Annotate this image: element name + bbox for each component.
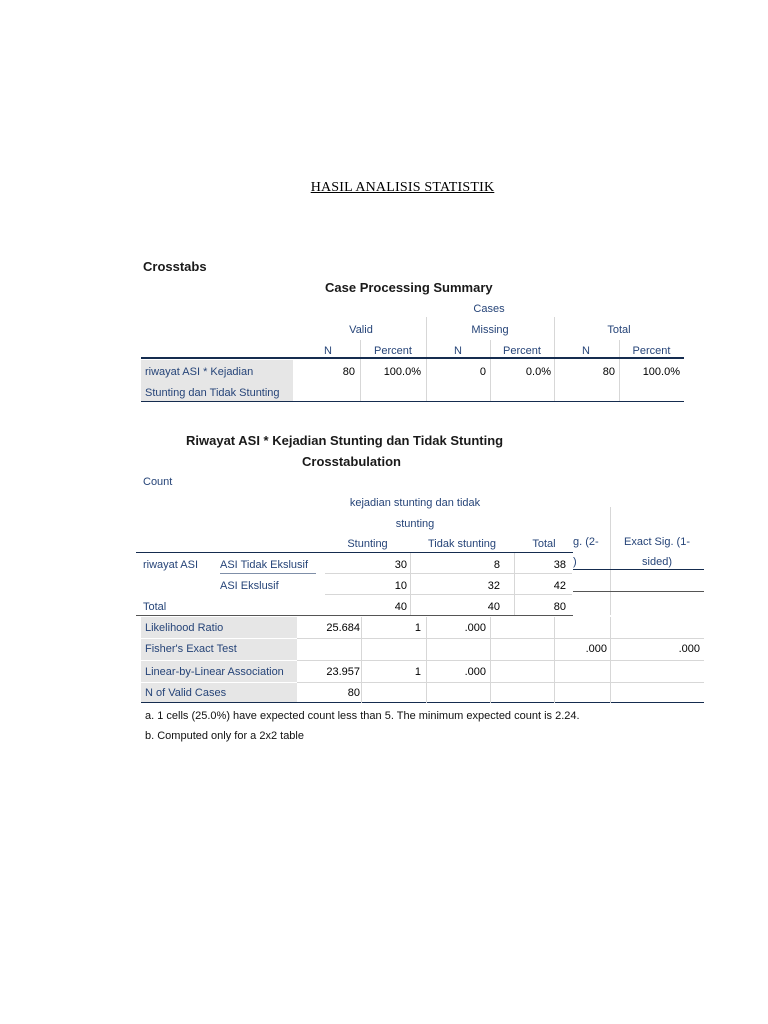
col-group-line2: stunting [395,518,435,530]
cell-value: 80 [553,601,566,613]
divider [426,317,427,402]
total-percent-value: 100.0% [642,366,680,378]
case-processing-title: Case Processing Summary [325,280,493,295]
row-label-line2: Stunting dan Tidak Stunting [145,387,280,399]
row-divider [297,638,704,639]
subheader-valid-n: N [324,345,332,357]
section-title: Crosstabs [143,259,207,274]
header-missing: Missing [471,324,509,336]
divider [141,660,297,661]
col-header-tidak-stunting: Tidak stunting [427,538,497,550]
header-valid: Valid [349,324,373,336]
header-cases: Cases [473,303,505,315]
divider [554,617,555,703]
chi-df: 1 [414,622,421,634]
divider [514,553,515,615]
exact-sig-1-header-line1: Exact Sig. (1- [623,536,691,548]
divider [410,553,411,615]
row-divider [325,594,572,595]
row-divider [573,591,704,592]
chi-row-label: N of Valid Cases [145,687,227,699]
chi-row-label: Fisher's Exact Test [145,643,237,655]
footnote-b: b. Computed only for a 2x2 table [145,730,304,742]
header-rule [573,569,704,570]
subheader-total-n: N [582,345,590,357]
exact-sig-1-header-line2: sided) [642,556,672,568]
missing-n-value: 0 [479,366,486,378]
cell-value: 40 [394,601,407,613]
cell-value: 30 [394,559,407,571]
exact-sig-2-header-fragment-b: ) [573,556,577,568]
divider [360,340,361,402]
row-divider [325,573,572,574]
divider [554,317,555,402]
divider [490,617,491,703]
col-group-line1: kejadian stunting dan tidak [349,497,481,509]
chi-sig: .000 [464,622,486,634]
row-underline [220,573,316,574]
col-header-total: Total [532,538,556,550]
subheader-missing-percent: Percent [503,345,541,357]
bottom-rule [141,401,684,402]
cell-value: 8 [493,559,500,571]
row-divider [136,615,573,616]
header-total: Total [607,324,631,336]
chi-sig: .000 [464,666,486,678]
crosstab-title-line1: Riwayat ASI * Kejadian Stunting dan Tidak Stunting [186,433,504,448]
header-rule [141,357,684,359]
subheader-valid-percent: Percent [374,345,412,357]
cell-value: 10 [394,580,407,592]
row-divider [297,660,704,661]
subheader-total-percent: Percent [632,345,671,357]
cell-value: 40 [487,601,500,613]
total-n-value: 80 [602,366,615,378]
divider [619,340,620,402]
valid-n-value: 80 [342,366,355,378]
row-label-line1: riwayat ASI * Kejadian [145,366,254,378]
divider [141,682,297,683]
document-title: HASIL ANALISIS STATISTIK [310,180,495,195]
chi-value: 80 [347,687,360,699]
valid-percent-value: 100.0% [383,366,421,378]
count-label: Count [143,476,173,488]
subheader-missing-n: N [454,345,462,357]
cell-value: 38 [553,559,566,571]
cell-value: 42 [553,580,566,592]
row-divider [297,682,704,683]
divider [490,340,491,402]
row-label-tidak-ekslusif: ASI Tidak Ekslusif [220,559,309,571]
chi-exact-sig-1: .000 [678,643,700,655]
chi-value: 23.957 [326,666,360,678]
crosstab-title-line2: Crosstabulation [302,454,401,469]
row-var-label: riwayat ASI [143,559,199,571]
total-row-label: Total [143,601,167,613]
chi-row-label: Likelihood Ratio [145,622,224,634]
chi-value: 25.684 [326,622,360,634]
chi-exact-sig-2: .000 [585,643,607,655]
row-label-ekslusif: ASI Ekslusif [220,580,279,592]
divider [361,617,362,703]
bottom-rule [141,702,704,703]
divider [610,507,611,615]
divider [426,617,427,703]
exact-sig-2-header-fragment: g. (2- [573,536,599,548]
header-rule [136,552,573,553]
chi-df: 1 [414,666,421,678]
missing-percent-value: 0.0% [525,366,551,378]
chi-row-label: Linear-by-Linear Association [145,666,284,678]
cell-value: 32 [487,580,500,592]
col-header-stunting: Stunting [347,538,388,550]
footnote-a: a. 1 cells (25.0%) have expected count less than 5. The minimum expected count is 2.24. [145,710,580,722]
divider [141,638,297,639]
divider [610,617,611,703]
